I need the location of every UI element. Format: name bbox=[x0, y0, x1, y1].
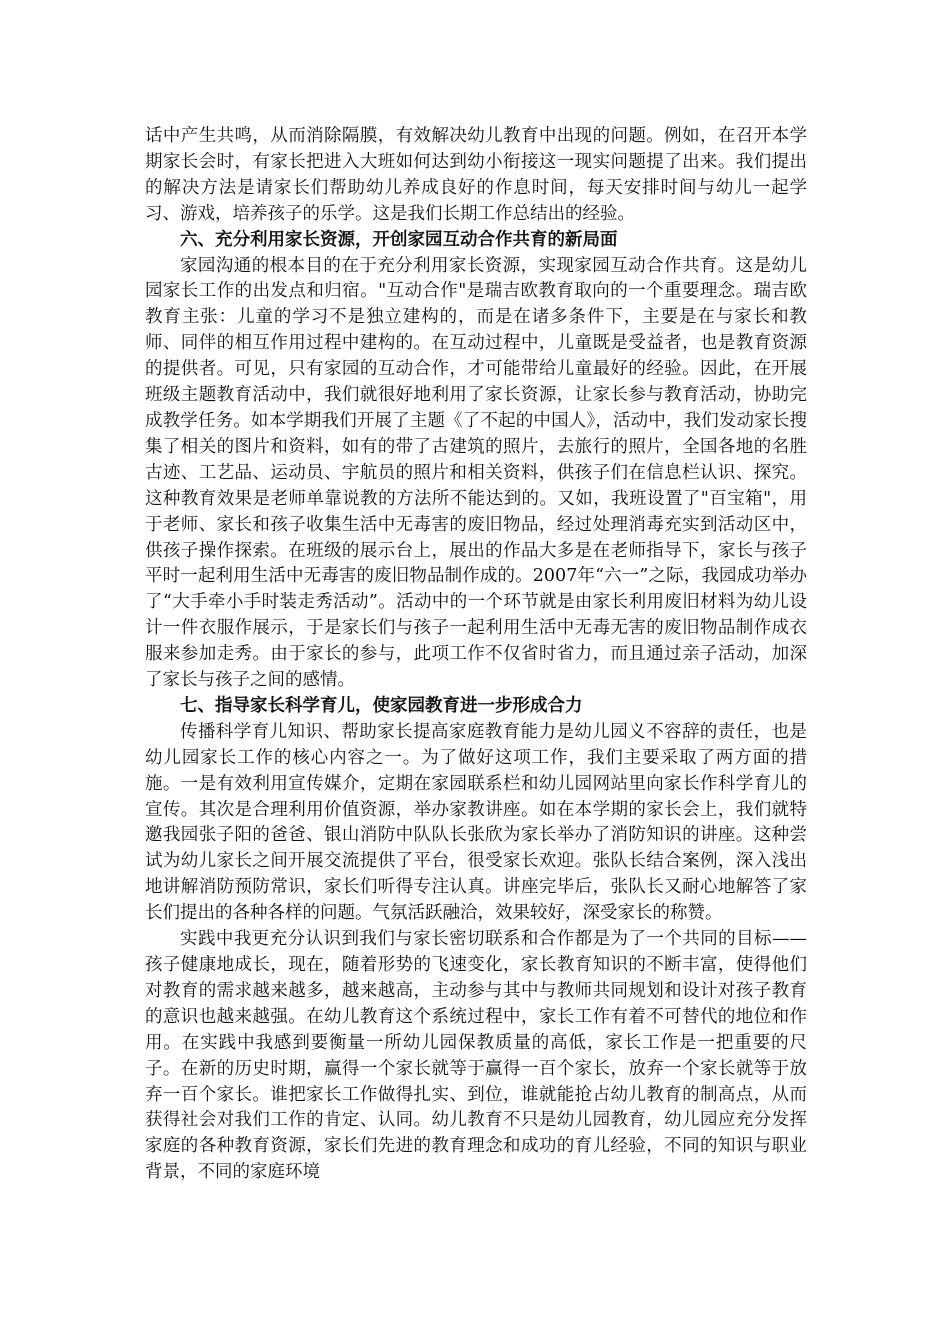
paragraph-parent-resources: 家园沟通的根本目的在于充分利用家长资源，实现家园互动合作共育。这是幼儿园家长工作的出发点和归宿。"互动合作"是瑞吉欧教育取向的一个重要理念。瑞吉欧教育主张：儿童的学习不是独立建构的，而是在诸多条件下，主要是在与家长和教师、同伴的相互作用过程中建构的。在互动过程中，儿童既是受益者，也是教育资源的提供者。可见，只有家园的互动合作，才可能带给儿童最好的经验。因此，在开展班级主题教育活动中，我们就很好地利用了家长资源，让家长参与教育活动，协助完成教学任务。如本学期我们开展了主题《了不起的中国人》，活动中，我们发动家长搜集了相关的图片和资料，如有的带了古建筑的照片，去旅行的照片，全国各地的名胜古迹、工艺品、运动员、宇航员的照片和相关资料，供孩子们在信息栏认识、探究。这种教育效果是老师单靠说教的方法所不能达到的。又如，我班设置了"百宝箱"，用于老师、家长和孩子收集生活中无毒害的废旧物品，经过处理消毒充实到活动区中，供孩子操作探索。在班级的展示台上，展出的作品大多是在老师指导下，家长与孩子平时一起利用生活中无毒害的废旧物品制作成的。2007年“六一”之际，我园成功举办了“大手牵小手时装走秀活动”。活动中的一个环节就是由家长利用废旧材料为幼儿设计一件衣服作展示，于是家长们与孩子一起利用生活中无毒无害的废旧物品制作成衣服来参加走秀。由于家长的参与，此项工作不仅省时省力，而且通过亲子活动，加深了家长与孩子之间的感情。 bbox=[145, 255, 807, 691]
paragraph-practice-reflection: 实践中我更充分认识到我们与家长密切联系和合作都是为了一个共同的目标——孩子健康地成长，现在，随着形势的飞速变化，家长教育知识的不断丰富，使得他们对教育的需求越来越多，越来越高，主动参与其中与教师共同规划和设计对孩子教育的意识也越来越强。在幼儿教育这个系统过程中，家长工作有着不可替代的地位和作用。在实践中我感到要衡量一所幼儿园保教质量的高低，家长工作是一把重要的尺子。在新的历史时期，赢得一个家长就等于赢得一百个家长，放弃一个家长就等于放弃一百个家长。谁把家长工作做得扎实、到位，谁就能抢占幼儿教育的制高点，从而获得社会对我们工作的肯定、认同。幼儿教育不只是幼儿园教育，幼儿园应充分发挥家庭的各种教育资源，家长们先进的教育理念和成功的育儿经验，不同的知识与职业背景，不同的家庭环境 bbox=[145, 929, 807, 1183]
paragraph-parenting-guidance: 传播科学育儿知识、帮助家长提高家庭教育能力是幼儿园义不容辞的责任，也是幼儿园家长工作的核心内容之一。为了做好这项工作，我们主要采取了两方面的措施。一是有效利用宣传媒介，定期在家园联系栏和幼儿园网站里向家长作科学育儿的宣传。其次是合理利用价值资源，举办家教讲座。如在本学期的家长会上，我们就特邀我园张子阳的爸爸、银山消防中队队长张欣为家长举办了消防知识的讲座。这种尝试为幼儿家长之间开展交流提供了平台，很受家长欢迎。张队长结合案例，深入浅出地讲解消防预防常识，家长们听得专注认真。讲座完毕后，张队长又耐心地解答了家长们提出的各种各样的问题。气氛活跃融洽，效果较好，深受家长的称赞。 bbox=[145, 721, 807, 924]
section-heading-seven: 七、指导家长科学育儿，使家园教育进一步形成合力 bbox=[180, 695, 583, 716]
paragraph-continuation: 话中产生共鸣，从而消除隔膜，有效解决幼儿教育中出现的问题。例如，在召开本学期家长会时，有家长把进入大班如何达到幼小衔接这一现实问题提了出来。我们提出的解决方法是请家长们帮助幼儿养成良好的作息时间，每天安排时间与幼儿一起学习、游戏，培养孩子的乐学。这是我们长期工作总结出的经验。 bbox=[145, 126, 807, 224]
document-body bbox=[145, 124, 807, 1186]
section-heading-six: 六、充分利用家长资源，开创家园互动合作共育的新局面 bbox=[180, 229, 618, 250]
